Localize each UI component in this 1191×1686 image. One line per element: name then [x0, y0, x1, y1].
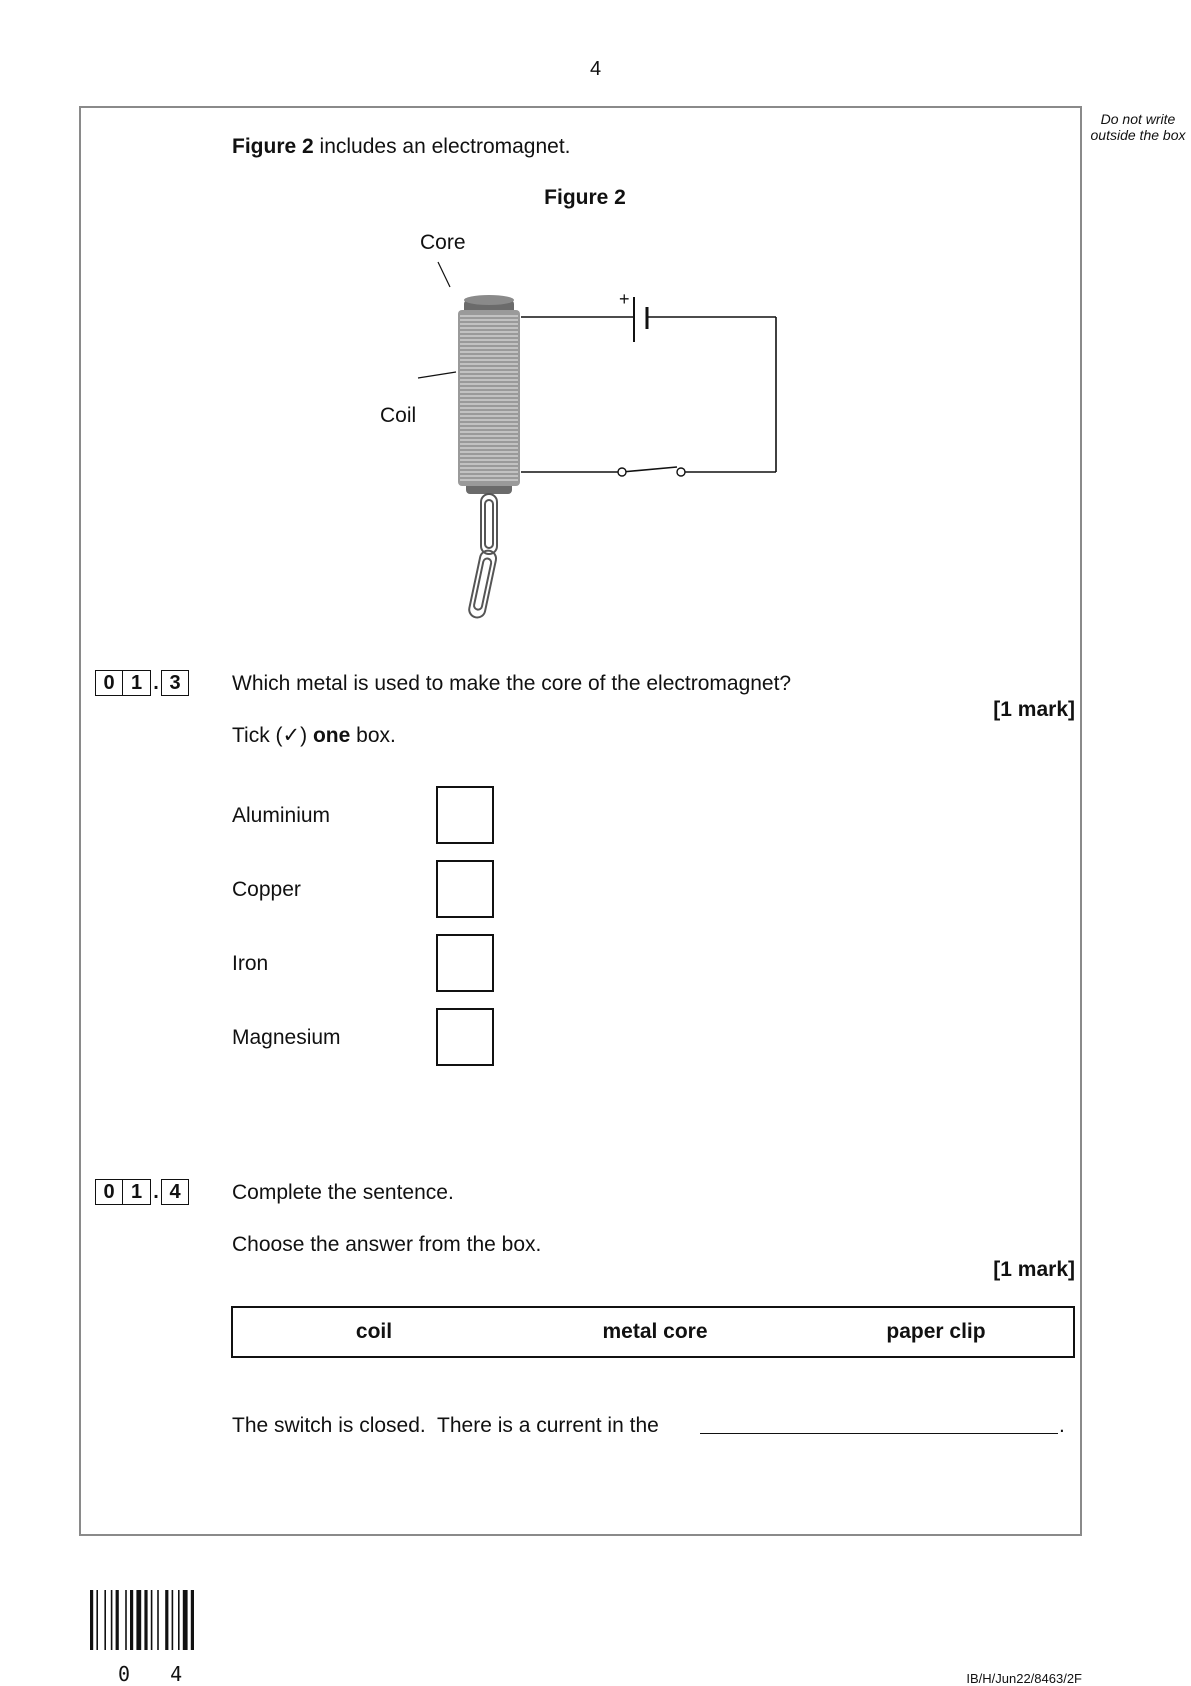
figure-intro-bold: Figure 2	[232, 135, 314, 158]
question-number-dot: .	[153, 1180, 159, 1203]
option-label-copper: Copper	[232, 878, 301, 901]
sentence-text: The switch is closed. There is a current in the	[232, 1414, 659, 1437]
tick-instruction-text: box.	[350, 724, 396, 747]
answer-options-box	[231, 1306, 1075, 1358]
question-digit: 3	[161, 670, 189, 696]
core-label: Core	[420, 232, 466, 254]
question-number-dot: .	[153, 671, 159, 694]
option-label-magnesium: Magnesium	[232, 1026, 341, 1049]
question-digit: 0	[95, 670, 123, 696]
question-number-01-4	[95, 1179, 189, 1205]
sentence-end: .	[1059, 1414, 1065, 1437]
barcode	[90, 1590, 202, 1650]
figure-intro	[232, 134, 571, 160]
core-top-face	[464, 295, 514, 305]
tick-box-aluminium[interactable]	[436, 786, 494, 844]
footer-code: IB/H/Jun22/8463/2F	[966, 1671, 1082, 1686]
question-number-01-3	[95, 670, 189, 696]
battery-cell	[634, 297, 647, 342]
tick-box-magnesium[interactable]	[436, 1008, 494, 1066]
figure-intro-text: includes an electromagnet.	[313, 135, 571, 158]
option-label-aluminium: Aluminium	[232, 804, 331, 827]
question-digit: 1	[123, 670, 151, 696]
question-digit: 4	[161, 1179, 189, 1205]
coil-leader-line	[418, 372, 456, 378]
tick-instruction	[232, 723, 396, 749]
electromagnet-figure	[380, 232, 800, 622]
switch	[618, 467, 685, 476]
figure-title: Figure 2	[544, 186, 626, 209]
core-leader-line	[438, 262, 450, 287]
question-digit: 1	[123, 1179, 151, 1205]
margin-note: Do not write outside the box	[1090, 111, 1186, 143]
marks-label: [1 mark]	[993, 1258, 1075, 1281]
answer-blank-line[interactable]	[700, 1433, 1058, 1434]
tick-instruction-bold: one	[312, 724, 351, 747]
tick-box-copper[interactable]	[436, 860, 494, 918]
circuit-wires	[521, 317, 776, 472]
complete-instruction: Complete the sentence.	[232, 1181, 454, 1204]
answer-option-paper-clip: paper clip	[886, 1320, 986, 1343]
choose-instruction: Choose the answer from the box.	[232, 1233, 542, 1256]
battery-positive-label: +	[619, 289, 630, 309]
option-label-iron: Iron	[232, 952, 269, 975]
coil-label: Coil	[380, 404, 417, 427]
question-text: Which metal is used to make the core of the electromagnet?	[232, 672, 792, 695]
tick-box-iron[interactable]	[436, 934, 494, 992]
tick-instruction-text: Tick (✓)	[232, 724, 313, 747]
answer-option-coil: coil	[355, 1320, 393, 1343]
question-digit: 0	[95, 1179, 123, 1205]
page-number: 4	[589, 58, 602, 80]
marks-label: [1 mark]	[993, 698, 1075, 721]
answer-option-metal-core: metal core	[602, 1320, 708, 1343]
paper-clips	[468, 494, 498, 619]
barcode-digits: 0 4	[118, 1662, 197, 1686]
